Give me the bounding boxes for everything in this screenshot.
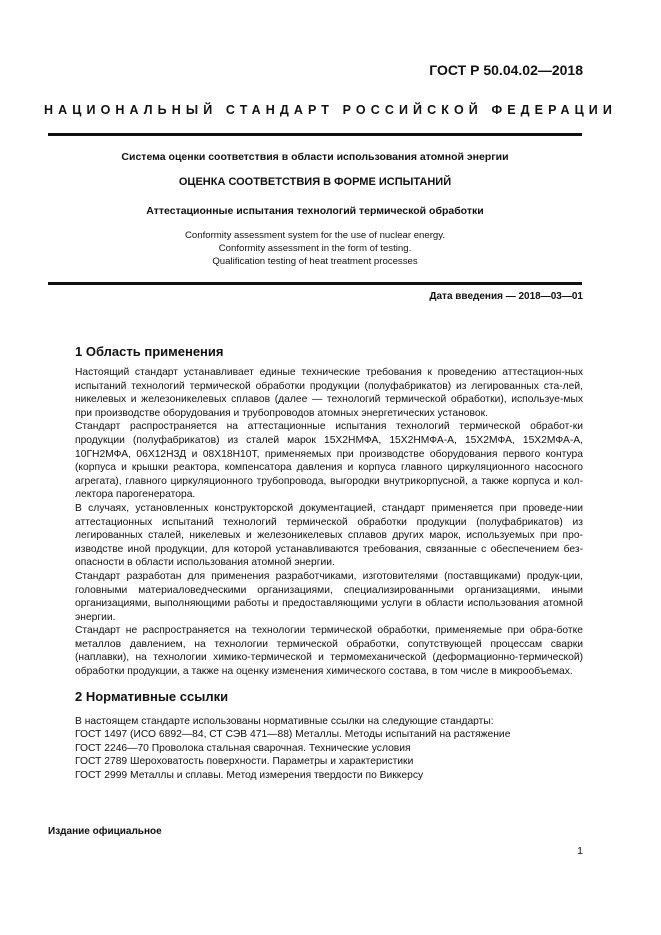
top-divider <box>48 133 582 136</box>
paragraph: Стандарт распространяется на аттестационные испытания технологий термической обработ-ки продукции (полуфабрикатов) из сталей марок 15Х2НМФА, 15Х2НМФА-А, 15Х2МФА, 15Х2МФА-А, 10ГН2МФА, 06Х12Н3Д и 08Х18Н10Т, применяемых при производстве оборудования первого контура (корпуса и крышки реактора, компенсатора давления и корпуса главного циркуляционного насосного агрегата), главного циркуляционного трубопровода, выгородки внутрикорпусной, а также корпуса и кол-лектора парогенератора. <box>75 421 583 501</box>
system-title: Система оценки соответствия в области использования атомной энергии <box>121 151 509 163</box>
document-code: ГОСТ Р 50.04.02—2018 <box>429 62 583 78</box>
english-title-line: Conformity assessment in the form of testing. <box>218 243 412 254</box>
section-1-body <box>75 366 583 679</box>
reference-item: ГОСТ 2999 Металлы и сплавы. Метод измерения твердости по Виккерсу <box>75 769 424 781</box>
bottom-divider <box>48 282 582 285</box>
edition-label: Издание официальное <box>48 826 162 837</box>
main-title: ОЦЕНКА СООТВЕТСТВИЯ В ФОРМЕ ИСПЫТАНИЙ <box>178 176 452 188</box>
subtitle: Аттестационные испытания технологий термической обработки <box>146 205 484 217</box>
reference-item: ГОСТ 2789 Шероховатость поверхности. Параметры и характеристики <box>75 756 414 768</box>
section-2-body <box>75 715 583 782</box>
section-1-heading: 1 Область применения <box>75 344 224 359</box>
national-standard-banner: НАЦИОНАЛЬНЫЙ СТАНДАРТ РОССИЙСКОЙ ФЕДЕРАЦИИ <box>44 103 617 117</box>
paragraph: Стандарт разработан для применения разработчиками, изготовителями (поставщиками) продук-ции, головными материаловедческими организациями, специализированными организациями, иными организациями, выполняющими работы и предоставляющими услуги в области использования атомной энергии. <box>75 570 583 623</box>
reference-item: ГОСТ 1497 (ИСО 6892—84, СТ СЭВ 471—88) Металлы. Методы испытаний на растяжение <box>75 729 511 741</box>
page-number: 1 <box>577 845 583 857</box>
paragraph: В случаях, установленных конструкторской документацией, стандарт применяется при проведе-нии аттестационных испытаний технологий термической обработки продукции (полуфабрикатов) из легированных сталей, никелевых и железоникелевых сплавов других марок, используемых при про-изводстве иной продукции, для которой устанавливаются требования, связанные с обеспечением без-опасности в области использования атомной энергии. <box>75 502 583 569</box>
reference-item: ГОСТ 2246—70 Проволока стальная сварочная. Технические условия <box>75 742 411 754</box>
english-title-line: Conformity assessment system for the use of nuclear energy. <box>184 230 446 241</box>
english-title <box>48 229 582 268</box>
section-2-heading: 2 Нормативные ссылки <box>75 689 229 704</box>
introduction-date: Дата введения — 2018—03—01 <box>429 291 583 302</box>
paragraph: Настоящий стандарт устанавливает единые технические требования к проведению аттестацион-ных испытаний технологий термической обработки продукции (полуфабрикатов) из легированных ста-лей, никелевых и железоникелевых сплавов (далее — технологий термической обработки), используе-мых при производстве оборудования и трубопроводов атомных энергетических установок. <box>75 367 583 419</box>
references-intro: В настоящем стандарте использованы нормативные ссылки на следующие стандарты: <box>75 716 494 727</box>
english-title-line: Qualification testing of heat treatment processes <box>212 256 418 267</box>
paragraph: Стандарт не распространяется на технологии термической обработки, применяемые при обра-ботке металлов давлением, на технологии термической обработки, сопутствующей процессам сварки (наплавки), на технологии химико-термической и термомеханической (деформационно-термической) обработки продукции, а также на оценку изменения химического состава, в том числе в микрообъемах. <box>75 625 583 678</box>
